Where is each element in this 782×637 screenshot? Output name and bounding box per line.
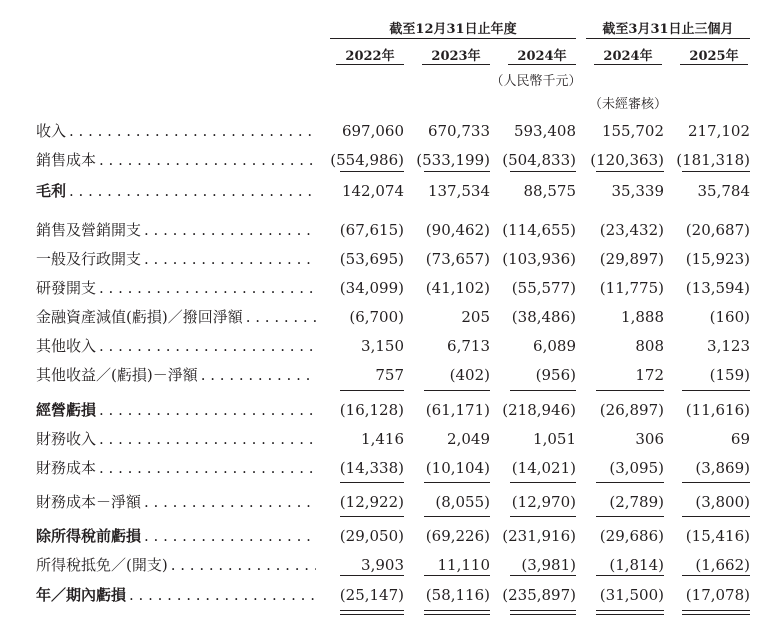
unit-note: （人民幣千元） [490, 74, 582, 89]
row-value: (17,078) [685, 586, 750, 604]
row-value: (1,662) [695, 556, 750, 574]
table-row [0, 332, 782, 361]
row-value: (26,897) [599, 401, 664, 419]
row-value: (11,616) [685, 401, 750, 419]
row-value: (12,970) [511, 493, 576, 511]
year-header-2-rule [508, 64, 576, 65]
row-value: (504,833) [502, 151, 576, 169]
subtotal-rule [682, 575, 750, 576]
row-value: (402) [449, 366, 490, 384]
table-row [0, 117, 782, 146]
row-label: 銷售成本 . . . [36, 146, 316, 175]
subtotal-rule [682, 171, 750, 172]
row-value: (12,922) [339, 493, 404, 511]
row-value: (67,615) [339, 221, 404, 239]
row-value: (3,869) [695, 459, 750, 477]
table-row [0, 361, 782, 390]
row-label: 所得稅抵免／(開支) . . . [36, 551, 316, 580]
row-value: 88,575 [523, 182, 576, 200]
table-row [0, 488, 782, 517]
row-value: (235,897) [502, 586, 576, 604]
year-header-4 [680, 45, 748, 64]
row-label: 毛利 . . . [36, 177, 316, 206]
row-value: (181,318) [676, 151, 750, 169]
row-value: 35,784 [697, 182, 750, 200]
header-group-annual-rule [330, 38, 576, 39]
row-value: 69 [730, 430, 750, 448]
row-value: (41,102) [425, 279, 490, 297]
row-value: 697,060 [341, 122, 404, 140]
year-header-1-label: 2023年 [431, 49, 481, 64]
row-value: 1,416 [361, 430, 404, 448]
row-label: 財務成本 . . . [36, 454, 316, 483]
row-value: (3,095) [609, 459, 664, 477]
row-value: 142,074 [341, 182, 404, 200]
row-label: 財務成本－淨額 . . . [36, 488, 316, 517]
year-header-3-label: 2024年 [603, 49, 653, 64]
subtotal-rule [424, 171, 490, 172]
row-value: (6,700) [349, 308, 404, 326]
row-value: 3,150 [361, 337, 404, 355]
subtotal-rule [424, 575, 490, 576]
row-label: 一般及行政開支 . . . [36, 245, 316, 274]
header-group-annual [330, 18, 576, 37]
row-value: (31,500) [599, 586, 664, 604]
table-row [0, 522, 782, 551]
subtotal-rule [340, 575, 404, 576]
subtotal-rule [424, 516, 490, 517]
table-row [0, 454, 782, 483]
row-label: 收入 . . . [36, 117, 316, 146]
row-value: (29,686) [599, 527, 664, 545]
table-row [0, 425, 782, 454]
row-value: 172 [635, 366, 664, 384]
row-value: (160) [709, 308, 750, 326]
row-value: (15,416) [685, 527, 750, 545]
header-group-quarter-rule [586, 38, 750, 39]
total-double-rule [682, 610, 750, 615]
row-label: 經營虧損 . . . [36, 396, 316, 425]
year-header-4-rule [680, 64, 748, 65]
subtotal-rule [340, 516, 404, 517]
year-header-3-rule [594, 64, 662, 65]
row-value: (34,099) [339, 279, 404, 297]
header-group-quarter-label: 截至3月31日止三個月 [602, 22, 734, 37]
row-value: 155,702 [601, 122, 664, 140]
header-group-annual-label: 截至12月31日止年度 [389, 22, 517, 37]
row-value: (61,171) [425, 401, 490, 419]
row-value: (69,226) [425, 527, 490, 545]
row-label: 財務收入 . . . [36, 425, 316, 454]
subtotal-rule [510, 171, 576, 172]
year-header-3 [594, 45, 662, 64]
row-value: 306 [635, 430, 664, 448]
subtotal-rule [510, 516, 576, 517]
year-header-4-label: 2025年 [689, 49, 739, 64]
row-value: (23,432) [599, 221, 664, 239]
row-value: (20,687) [685, 221, 750, 239]
subtotal-rule [596, 390, 664, 391]
row-value: (14,338) [339, 459, 404, 477]
header-group-quarter [586, 18, 750, 37]
row-value: (10,104) [425, 459, 490, 477]
total-double-rule [596, 610, 664, 615]
year-header-0-label: 2022年 [345, 49, 395, 64]
row-value: (29,897) [599, 250, 664, 268]
row-value: (1,814) [609, 556, 664, 574]
row-value: (15,923) [685, 250, 750, 268]
total-double-rule [510, 610, 576, 615]
row-value: (218,946) [502, 401, 576, 419]
table-row [0, 245, 782, 274]
total-double-rule [424, 610, 490, 615]
subtotal-rule [510, 390, 576, 391]
subtotal-rule [340, 390, 404, 391]
row-value: 670,733 [427, 122, 490, 140]
subtotal-rule [340, 482, 404, 483]
subtotal-rule [510, 575, 576, 576]
row-value: 137,534 [427, 182, 490, 200]
row-value: 2,049 [447, 430, 490, 448]
table-row [0, 396, 782, 425]
row-label: 其他收入 . . . [36, 332, 316, 361]
row-value: 217,102 [687, 122, 750, 140]
year-header-0-rule [336, 64, 404, 65]
row-value: (58,116) [425, 586, 490, 604]
row-value: 11,110 [437, 556, 490, 574]
row-value: (38,486) [511, 308, 576, 326]
subtotal-rule [682, 390, 750, 391]
row-value: (13,594) [685, 279, 750, 297]
row-value: (3,981) [521, 556, 576, 574]
row-value: (114,655) [502, 221, 576, 239]
row-value: (11,775) [599, 279, 664, 297]
row-label: 年／期內虧損 . . . [36, 581, 316, 610]
row-value: (55,577) [511, 279, 576, 297]
row-value: (3,800) [695, 493, 750, 511]
row-value: (53,695) [339, 250, 404, 268]
row-value: 593,408 [513, 122, 576, 140]
row-value: (14,021) [511, 459, 576, 477]
subtotal-rule [682, 516, 750, 517]
total-double-rule [340, 610, 404, 615]
row-value: (554,986) [330, 151, 404, 169]
row-value: (103,936) [502, 250, 576, 268]
row-label: 除所得稅前虧損 . . . [36, 522, 316, 551]
row-value: (2,789) [609, 493, 664, 511]
year-header-0 [336, 45, 404, 64]
row-value: 808 [635, 337, 664, 355]
year-header-2 [508, 45, 576, 64]
subtotal-rule [596, 516, 664, 517]
row-label: 其他收益／(虧損)－淨額 . . . [36, 361, 316, 390]
table-row [0, 177, 782, 206]
row-value: (956) [535, 366, 576, 384]
row-label: 研發開支 . . . [36, 274, 316, 303]
subtotal-rule [596, 575, 664, 576]
row-value: 1,888 [621, 308, 664, 326]
row-value: 6,713 [447, 337, 490, 355]
row-value: (120,363) [590, 151, 664, 169]
subtotal-rule [424, 390, 490, 391]
subtotal-rule [596, 482, 664, 483]
row-value: (533,199) [416, 151, 490, 169]
row-value: (25,147) [339, 586, 404, 604]
subtotal-rule [596, 171, 664, 172]
subtotal-rule [424, 482, 490, 483]
table-row [0, 216, 782, 245]
row-label: 金融資產減值(虧損)／撥回淨額 . . . [36, 303, 316, 332]
row-value: (231,916) [502, 527, 576, 545]
subtotal-rule [682, 482, 750, 483]
row-value: 6,089 [533, 337, 576, 355]
table-row [0, 581, 782, 610]
row-value: (159) [709, 366, 750, 384]
table-row [0, 274, 782, 303]
row-label: 銷售及營銷開支 . . . [36, 216, 316, 245]
row-value: (8,055) [435, 493, 490, 511]
row-value: 1,051 [533, 430, 576, 448]
row-value: 205 [461, 308, 490, 326]
year-header-2-label: 2024年 [517, 49, 567, 64]
row-value: (16,128) [339, 401, 404, 419]
row-value: (29,050) [339, 527, 404, 545]
subtotal-rule [340, 171, 404, 172]
row-value: 757 [375, 366, 404, 384]
row-value: (73,657) [425, 250, 490, 268]
row-value: 3,123 [707, 337, 750, 355]
year-header-1-rule [422, 64, 490, 65]
row-value: 35,339 [611, 182, 664, 200]
year-header-1 [422, 45, 490, 64]
table-row [0, 303, 782, 332]
row-value: (90,462) [425, 221, 490, 239]
row-value: 3,903 [361, 556, 404, 574]
subtotal-rule [510, 482, 576, 483]
unaudited-note: （未經審核） [588, 97, 667, 112]
